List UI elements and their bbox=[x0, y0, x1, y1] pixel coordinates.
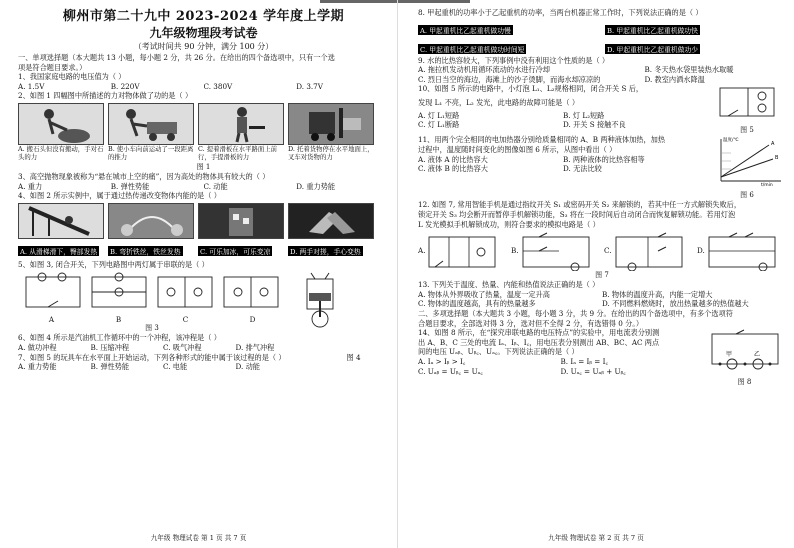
circuit-c bbox=[158, 277, 212, 307]
fig1-panel-a bbox=[18, 103, 104, 161]
option[interactable]: D. Uₐ꜀ = Uₐᵦ + Uᵦ꜀ bbox=[560, 366, 626, 376]
figure-1-images bbox=[18, 103, 389, 161]
section-1-heading: 一、单项选择题（本大题共 13 小题，每小题 2 分，共 26 分。在给出的四个备选项中，只有一个选 bbox=[18, 53, 335, 62]
option[interactable]: D. 3.7V bbox=[296, 81, 323, 91]
option[interactable]: D. 重力势能 bbox=[296, 181, 336, 191]
page-1-footer: 九年级 物理试卷 第 1 页 共 7 页 bbox=[150, 534, 247, 542]
figure-7-label: 图 7 bbox=[595, 271, 609, 280]
option[interactable]: B. 甲起重机比乙起重机做功快 bbox=[607, 26, 698, 35]
forklift-image bbox=[288, 103, 374, 145]
section-1-heading-cont: 项是符合题目要求。） bbox=[18, 62, 87, 72]
question-1-options bbox=[18, 82, 389, 92]
figure-4-label: 图 4 bbox=[346, 352, 361, 362]
question-13-options-row1 bbox=[418, 290, 786, 300]
figure-8-circuit bbox=[706, 328, 784, 374]
option[interactable]: D. 教室内洒水降温 bbox=[644, 74, 705, 84]
question-14-cont: 出 A、B、C 三处的电流 Iₐ、Iᵦ、I꜀，用电压表分别测出 AB、BC、AC 两点 bbox=[418, 337, 660, 347]
exam-subtitle: 九年级物理段考试卷 bbox=[149, 26, 258, 40]
option[interactable]: A. 重力势能 bbox=[18, 362, 57, 372]
circuit-label: A. bbox=[418, 246, 426, 256]
carrying-skateboard-image bbox=[198, 103, 284, 145]
question-11-cont: 过程中，温度随时间变化的图像如图 6 所示，从图中看出（ ） bbox=[418, 144, 617, 154]
y-axis-label: 温度/℃ bbox=[723, 138, 739, 144]
option[interactable]: A. 物体从外界吸收了热量，温度一定升高 bbox=[418, 289, 550, 299]
figure-4-area bbox=[290, 269, 350, 333]
circuit-option-d bbox=[697, 231, 786, 271]
question-7-row bbox=[18, 353, 389, 363]
fig2-panel-a bbox=[18, 203, 104, 258]
figure-3-label: 图 3 bbox=[145, 324, 159, 333]
option[interactable]: B. 物体的温度升高，内能一定增大 bbox=[602, 289, 713, 299]
option[interactable]: C. 动能 bbox=[203, 181, 228, 191]
question-8: 8. 甲起重机的功率小于乙起重机的功率，当两台机器正常工作时，下列说法正确的是（ ） bbox=[418, 8, 703, 17]
option[interactable]: B. 压缩冲程 bbox=[90, 342, 130, 352]
circuit-d bbox=[224, 277, 278, 307]
figure-3-and-4-area bbox=[18, 269, 389, 333]
question-9: 9. 水的比热容较大，下列事例中没有利用这个性质的是（ ） bbox=[418, 55, 610, 65]
question-11-block bbox=[418, 135, 786, 200]
figure-5-area bbox=[708, 84, 786, 135]
option[interactable]: D. 无法比较 bbox=[563, 164, 602, 174]
circuit-label: D. bbox=[697, 246, 705, 256]
fig2-caption-a: A. 从滑梯滑下，臀部发热 bbox=[20, 247, 98, 256]
fig2-panel-b bbox=[108, 203, 194, 258]
question-10-options-row1 bbox=[418, 111, 708, 121]
question-12-cont2: L 发光模拟手机解锁成功，则符合要求的模拟电路是（ ） bbox=[418, 219, 600, 229]
exam-info: （考试时间共 90 分钟，满分 100 分） bbox=[133, 42, 274, 51]
option[interactable]: B. 灯 L₂短路 bbox=[563, 110, 605, 120]
option[interactable]: C. 甲起重机比乙起重机做功时间短 bbox=[420, 45, 525, 54]
cola-with-ice-image bbox=[198, 203, 284, 239]
school-title: 柳州市第二十九中 2023-2024 学年度上学期 bbox=[62, 9, 345, 24]
option[interactable]: A. Iₐ > Iᵦ > I꜀ bbox=[418, 356, 466, 366]
question-8-options-row1 bbox=[418, 18, 786, 37]
option[interactable]: A. 液体 A 的比热容大 bbox=[418, 154, 488, 164]
question-5: 5、如图 3, 闭合开关，下列电路图中两灯属于串联的是（ ） bbox=[18, 259, 209, 269]
circuit-label: B bbox=[115, 314, 122, 324]
fig2-panel-c bbox=[198, 203, 284, 258]
circuit-label: C bbox=[182, 314, 189, 324]
question-10-text bbox=[418, 84, 708, 135]
figure-8-area bbox=[703, 328, 786, 387]
question-14-options-row2 bbox=[418, 367, 703, 377]
figure-5-circuit bbox=[712, 84, 782, 122]
figure-1-label: 图 1 bbox=[196, 162, 211, 171]
question-4: 4、如图 2 所示实例中，属于通过热传递改变物体内能的是（ ） bbox=[18, 191, 221, 201]
question-6: 6、如图 4 所示是汽油机工作循环中的一个冲程，该冲程是（ ） bbox=[18, 333, 221, 343]
circuit-option-c bbox=[604, 231, 693, 271]
section-2-heading-cont: 合题目要求，全部选对得 3 分，选对但不全得 2 分，有选错得 0 分。） bbox=[418, 318, 644, 328]
option[interactable]: B. 弹性势能 bbox=[90, 362, 130, 372]
line-a-label: A bbox=[771, 141, 775, 148]
option[interactable]: C. 液体 B 的比热容大 bbox=[418, 164, 488, 174]
option[interactable]: B. Iₐ = Iᵦ = I꜀ bbox=[560, 356, 608, 366]
pushing-cart-image bbox=[108, 103, 194, 145]
page-2-footer: 九年级 物理试卷 第 2 页 共 7 页 bbox=[548, 534, 644, 542]
figure-6-graph bbox=[709, 135, 785, 187]
fig2-caption-b: B. 弯折铁丝，铁丝发热 bbox=[110, 247, 181, 256]
x-axis-label: t/min bbox=[761, 183, 773, 188]
option[interactable]: B. 220V bbox=[110, 81, 140, 91]
option[interactable]: A. 1.5V bbox=[18, 81, 45, 91]
figure-6-label: 图 6 bbox=[740, 191, 754, 200]
circuit-a bbox=[26, 273, 80, 307]
option[interactable]: C. 灯 L₁断路 bbox=[418, 120, 460, 130]
fig1-caption-c: C. 提着滑板在水平路面上前行，手提滑板的力 bbox=[198, 144, 278, 161]
question-10-block bbox=[418, 84, 786, 135]
section-2-heading: 二、多项选择题（本大题共 3 小题，每小题 3 分，共 9 分。在给出的四个备选项中，有多个选项符 bbox=[418, 308, 733, 318]
question-2: 2、如图 1 四幅图中所描述的力对物体做了功的是（ ） bbox=[18, 91, 193, 101]
lamp-jia-label: 甲 bbox=[725, 351, 732, 359]
question-10-options-row2 bbox=[418, 120, 708, 130]
figure-3-area bbox=[18, 271, 286, 334]
question-3-options bbox=[18, 182, 389, 192]
question-11-options-row2 bbox=[418, 164, 708, 174]
fig2-panel-d bbox=[288, 203, 374, 258]
circuit-b bbox=[92, 273, 146, 307]
option[interactable]: D. 甲起重机比乙起重机做功少 bbox=[607, 45, 699, 54]
question-1: 1、我国家庭电路的电压值为（ ） bbox=[18, 72, 126, 82]
slide-image bbox=[18, 203, 104, 239]
fig1-caption-b: B. 使小车向前运动了一段距离的推力 bbox=[108, 144, 194, 161]
figure-5-label: 图 5 bbox=[740, 126, 754, 135]
option[interactable]: D. 不同燃料燃烧时，放出热量越多的热值越大 bbox=[602, 299, 749, 309]
question-12: 12. 如图 7, 常用智能手机是通过指纹开关 S₁ 或密码开关 S₂ 来解锁的，若其中任一方式解锁失败后， bbox=[418, 200, 742, 210]
question-7-options bbox=[18, 362, 308, 372]
fig2-caption-d: D. 两手对搓，手心变热 bbox=[290, 247, 361, 256]
question-10: 10、如图 5 所示的电路中，小灯泡 L₁、L₂规格相同，闭合开关 S 后， bbox=[418, 84, 644, 94]
option[interactable]: C. Uₐᵦ = Uᵦ꜀ = Uₐ꜀ bbox=[418, 366, 483, 376]
circuit-label: B. bbox=[511, 246, 519, 256]
question-7: 7、如图 5 的玩具车在水平面上开始运动，下列各种形式的能中属于该过程的是（ ） bbox=[18, 352, 286, 362]
question-14-options-row1 bbox=[418, 357, 703, 367]
question-8-options-row2 bbox=[418, 37, 786, 56]
option[interactable]: C. 电能 bbox=[163, 362, 188, 372]
option[interactable]: B. 弹性势能 bbox=[110, 181, 150, 191]
circuit-option-a bbox=[418, 231, 507, 271]
figure-3-labels bbox=[18, 315, 286, 325]
option[interactable]: A. 灯 L₁短路 bbox=[418, 110, 460, 120]
question-14-cont2: 间的电压 Uₐᵦ、Uᵦ꜀、Uₐ꜀。下列说法正确的是（ ） bbox=[418, 347, 579, 357]
option[interactable]: D. 排气冲程 bbox=[235, 342, 275, 352]
fig2-caption-c: C. 可乐加冰，可乐变凉 bbox=[200, 247, 271, 256]
question-13-options-row2 bbox=[418, 299, 786, 309]
question-3: 3、高空抛物现象被称为“悬在城市上空的痛”，因为高处的物体具有较大的（ ） bbox=[18, 171, 270, 181]
question-13: 13. 下列关于温度、热量、内能和热值说法正确的是（ ） bbox=[418, 280, 600, 290]
circuit-label: A bbox=[48, 314, 55, 324]
circuit-label: D bbox=[249, 314, 256, 324]
option[interactable]: A. 做功冲程 bbox=[18, 342, 57, 352]
question-11: 11、用两个完全相同的电加热器分别给质量相同的 A、B 两种液体加热，加热 bbox=[418, 135, 666, 145]
option[interactable]: D. 开关 S 接触不良 bbox=[563, 120, 626, 130]
lamp-yi-label: 乙 bbox=[753, 351, 760, 359]
circuit-label: C. bbox=[604, 246, 612, 256]
figure-3-circuits bbox=[18, 271, 286, 315]
figure-2-images bbox=[18, 203, 389, 258]
fig1-caption-a: A. 搬石头但没有搬动，手对石头的力 bbox=[18, 144, 104, 161]
option[interactable]: C. 物体的温度越高，具有的热量越多 bbox=[418, 299, 536, 309]
option[interactable]: A. 重力 bbox=[18, 181, 43, 191]
option[interactable]: D. 动能 bbox=[235, 362, 260, 372]
question-9-options-row2 bbox=[418, 75, 786, 85]
option[interactable]: B. 冬天热水袋里装热水取暖 bbox=[644, 65, 734, 75]
figure-7-circuits bbox=[418, 231, 786, 271]
question-14-block bbox=[418, 328, 786, 387]
line-b-label: B bbox=[775, 155, 779, 162]
question-14: 14、如图 8 所示，在“探究串联电路的电压特点”的实验中，用电流表分别测 bbox=[418, 328, 660, 338]
question-14-text bbox=[418, 328, 703, 387]
engine-cylinder-diagram bbox=[295, 269, 345, 329]
option[interactable]: A. 拖拉机发动机用循环流动的水进行冷却 bbox=[418, 65, 550, 75]
fig1-panel-b bbox=[108, 103, 194, 161]
question-11-options-row1 bbox=[418, 155, 708, 165]
bending-wire-image bbox=[108, 203, 194, 239]
exam-page-2 bbox=[397, 0, 794, 548]
option[interactable]: C. 吸气冲程 bbox=[163, 342, 202, 352]
figure-6-area bbox=[708, 135, 786, 200]
question-12-cont: 锁定开关 S₃ 均会断开而暂停手机解锁功能，S₃ 将在一段时间后自动闭合而恢复解锁功能。若用灯泡 bbox=[418, 209, 736, 219]
question-6-options bbox=[18, 343, 308, 353]
question-11-text bbox=[418, 135, 708, 200]
fig1-panel-c bbox=[198, 103, 284, 161]
person-lifting-rock-image bbox=[18, 103, 104, 145]
question-9-options-row1 bbox=[418, 65, 786, 75]
option[interactable]: C. 烈日当空的海边，海滩上的沙子烫脚，而海水却凉凉的 bbox=[418, 74, 601, 84]
option[interactable]: C. 380V bbox=[203, 81, 233, 91]
question-10-cont: 发现 L₁ 不亮，L₂ 发光，此电路的故障可能是（ ） bbox=[418, 97, 580, 107]
option[interactable]: B. 两种液体的比热容相等 bbox=[563, 154, 645, 164]
option[interactable]: A. 甲起重机比乙起重机做功慢 bbox=[420, 26, 511, 35]
rubbing-hands-image bbox=[288, 203, 374, 239]
fig1-panel-d bbox=[288, 103, 374, 161]
fig1-caption-d: D. 托着货物停在水平地面上，叉车对货物的力 bbox=[288, 144, 374, 161]
figure-8-label: 图 8 bbox=[737, 378, 752, 387]
circuit-option-b bbox=[511, 231, 600, 271]
